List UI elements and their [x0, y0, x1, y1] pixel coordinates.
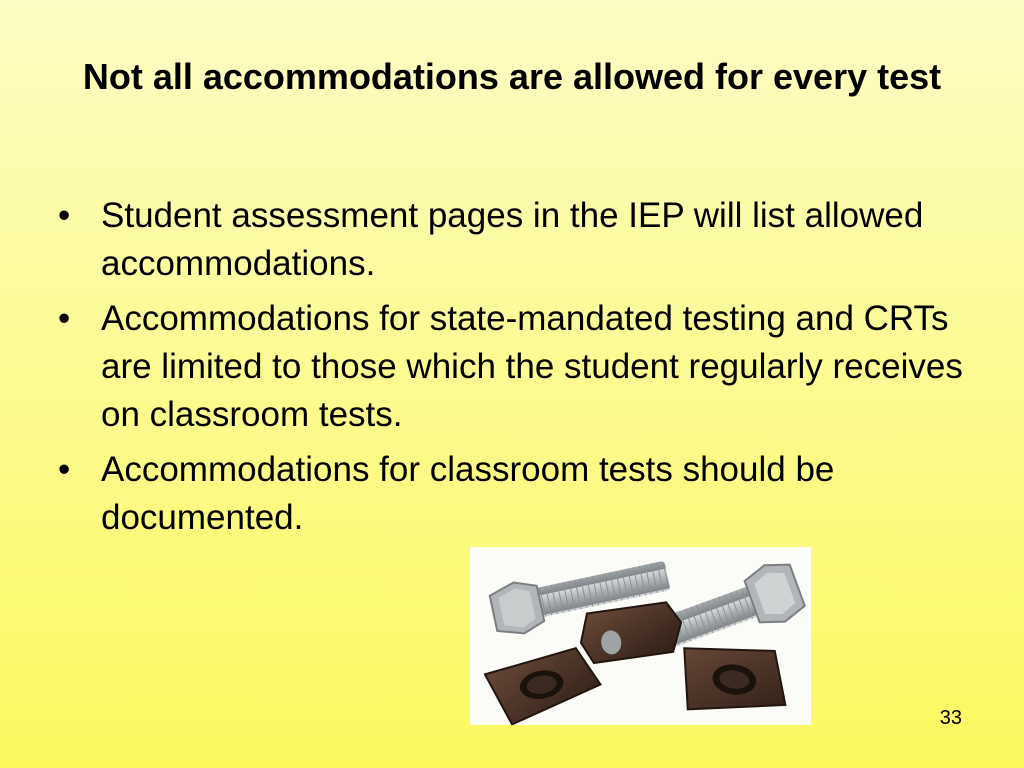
bullet-item	[58, 446, 988, 542]
bullet-text: Student assessment pages in the IEP will list allowed accommodations.	[101, 196, 924, 283]
nuts-and-bolts-photo	[470, 547, 811, 725]
nuts-and-bolts-icon	[470, 547, 811, 725]
bullet-text: Accommodations for classroom tests should be documented.	[101, 450, 835, 537]
bullet-item	[58, 192, 988, 288]
bullet-list	[58, 192, 988, 549]
bullet-marker: •	[58, 196, 71, 235]
bullet-marker: •	[58, 299, 71, 338]
page-number: 33	[939, 707, 962, 729]
bullet-text: Accommodations for state-mandated testing and CRTs are limited to those which the student regularly receives on classroom tests.	[101, 299, 963, 434]
slide-title: Not all accommodations are allowed for every test	[82, 56, 942, 97]
bullet-marker: •	[58, 450, 71, 489]
bullet-item	[58, 295, 988, 439]
